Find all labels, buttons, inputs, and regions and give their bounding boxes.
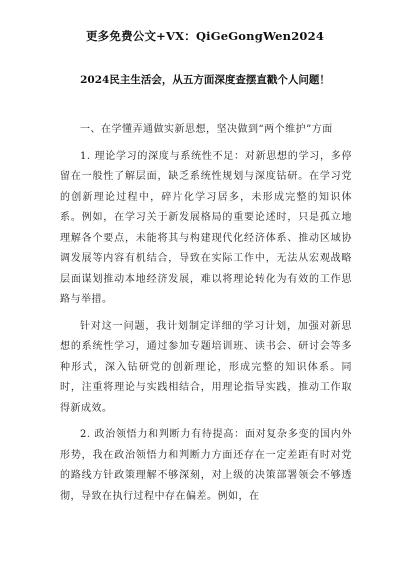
paragraph: 针对这一问题，我计划制定详细的学习计划，加强对新思想的系统性学习，通过参加专题培训班、读书会、研讨会等多种形式，深入钻研党的创新理论，形成完整的知识体系。同时，注重将理论与实践相结合，用理论指导实践，推动工作取得新成效。 — [60, 320, 352, 414]
paragraph: 1. 理论学习的深度与系统性不足：对新思想的学习，多停留在一般性了解层面，缺乏系统性规划与深度钻研。在学习党的创新理论过程中，碎片化学习居多，未形成完整的知识体系。例如，在学习关于新发展格局的重要论述时，只是孤立地理解各个要点，未能将其与构建现代化经济体系、推动区域协调发展等内容有机结合，导致在实际工作中，无法从宏观战略层面谋划推动本地经济发展，难以将理论转化为有效的工作思路与举措。 — [60, 150, 352, 305]
section-heading: 一、在学懂弄通做实新思想，坚决做到“两个维护”方面 — [80, 124, 333, 135]
paragraph: 2. 政治领悟力和判断力有待提高：面对复杂多变的国内外形势，我在政治领悟力和判断力方面还存在一定差距有时对党的路线方针政策理解不够深刻，对上级的决策部署领会不够透彻，导致在执行过程中存在偏差。例如，在 — [60, 429, 352, 502]
document-body — [60, 120, 352, 507]
document-title: 2024民主生活会，从五方面深度查摆直戳个人问题！ — [80, 74, 330, 86]
watermark-header: 更多免费公文+VX：QiGeGongWen2024 — [85, 29, 325, 43]
